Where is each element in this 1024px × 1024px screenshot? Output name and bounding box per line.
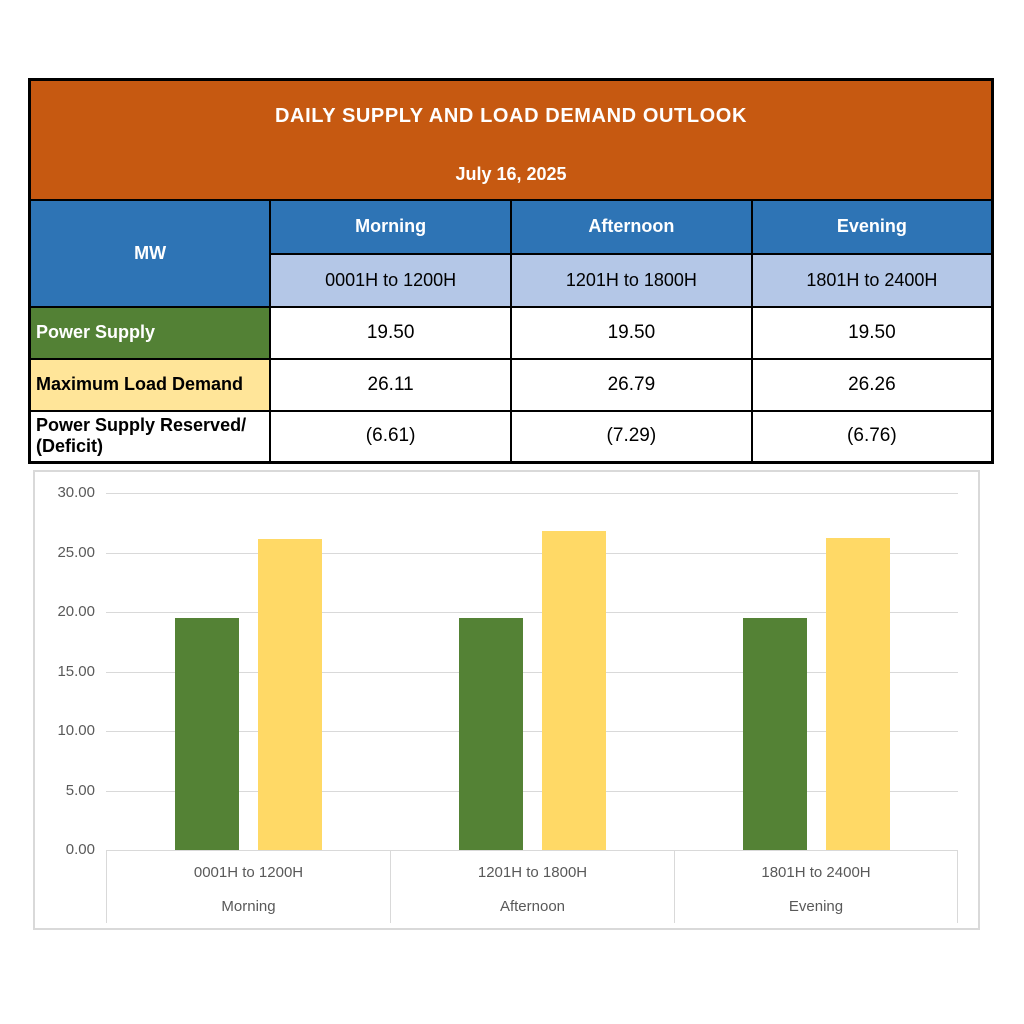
subheader-hours-afternoon: 1201H to 1800H bbox=[511, 254, 752, 307]
table-row-power-supply bbox=[30, 307, 993, 359]
report-title: DAILY SUPPLY AND LOAD DEMAND OUTLOOK bbox=[274, 105, 748, 127]
value-cell: 19.50 bbox=[511, 307, 752, 359]
bar-chart bbox=[33, 470, 980, 930]
subheader-hours-evening: 1801H to 2400H bbox=[752, 254, 993, 307]
supply-demand-table bbox=[28, 78, 994, 464]
x-category-cell-morning bbox=[106, 851, 390, 923]
value-cell: 19.50 bbox=[752, 307, 993, 359]
table-row-reserve-deficit bbox=[30, 411, 993, 463]
y-axis-tick-label: 25.00 bbox=[57, 544, 95, 561]
x-category-cell-afternoon bbox=[390, 851, 674, 923]
x-category-cell-evening bbox=[674, 851, 958, 923]
bar-power-supply-evening bbox=[743, 618, 807, 850]
y-axis-tick-label: 0.00 bbox=[65, 841, 95, 858]
bar-maximum-load-demand-afternoon bbox=[542, 531, 606, 850]
category-period-label: Morning bbox=[221, 898, 276, 915]
column-header-morning: Morning bbox=[270, 200, 511, 254]
column-header-afternoon: Afternoon bbox=[511, 200, 752, 254]
value-cell: 26.26 bbox=[752, 359, 993, 411]
category-hours-label: 1801H to 2400H bbox=[761, 864, 871, 881]
row-label-power-supply: Power Supply bbox=[30, 307, 271, 359]
gridline bbox=[106, 493, 958, 494]
value-cell: 26.11 bbox=[270, 359, 511, 411]
banner-cell bbox=[30, 80, 993, 200]
subheader-hours-morning: 0001H to 1200H bbox=[270, 254, 511, 307]
category-period-label: Evening bbox=[788, 898, 844, 915]
value-cell: (6.61) bbox=[270, 411, 511, 463]
bar-maximum-load-demand-evening bbox=[826, 538, 890, 850]
value-cell: (7.29) bbox=[511, 411, 752, 463]
y-axis-tick-label: 10.00 bbox=[57, 722, 95, 739]
bar-power-supply-morning bbox=[175, 618, 239, 850]
category-period-label: Afternoon bbox=[499, 898, 566, 915]
row-label-reserve-deficit: Power Supply Reserved/ (Deficit) bbox=[30, 411, 271, 463]
column-header-evening: Evening bbox=[752, 200, 993, 254]
value-cell: (6.76) bbox=[752, 411, 993, 463]
period-header-row bbox=[30, 200, 993, 254]
table-row-max-load-demand bbox=[30, 359, 993, 411]
value-cell: 19.50 bbox=[270, 307, 511, 359]
x-axis-labels bbox=[106, 850, 958, 922]
banner-row bbox=[30, 80, 993, 200]
y-axis-tick-label: 20.00 bbox=[57, 603, 95, 620]
y-axis-tick-label: 30.00 bbox=[57, 484, 95, 501]
unit-header-mw: MW bbox=[30, 200, 271, 307]
y-axis-tick-label: 5.00 bbox=[65, 782, 95, 799]
category-hours-label: 0001H to 1200H bbox=[193, 864, 304, 881]
report-date: July 16, 2025 bbox=[455, 164, 567, 184]
plot-area bbox=[106, 493, 958, 850]
row-label-max-load-demand: Maximum Load Demand bbox=[30, 359, 271, 411]
y-axis-tick-label: 15.00 bbox=[57, 663, 95, 680]
bar-power-supply-afternoon bbox=[459, 618, 523, 850]
bar-maximum-load-demand-morning bbox=[258, 539, 322, 850]
category-hours-label: 1201H to 1800H bbox=[477, 864, 588, 881]
value-cell: 26.79 bbox=[511, 359, 752, 411]
